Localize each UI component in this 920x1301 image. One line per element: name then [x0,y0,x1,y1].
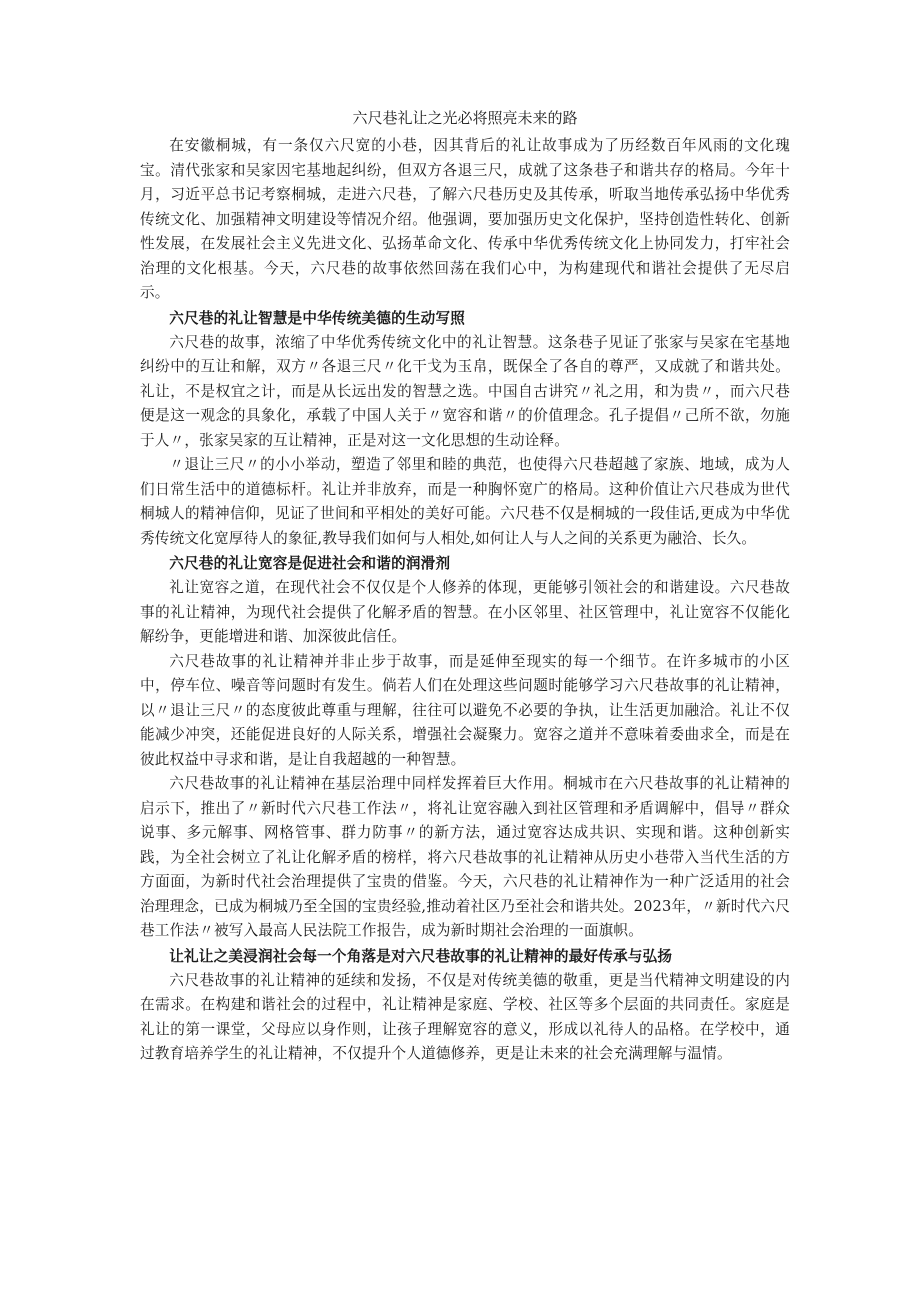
section-3-paragraph-1: 六尺巷故事的礼让精神的延续和发扬，不仅是对传统美德的敬重，更是当代精神文明建设的内在需求。在构建和谐社会的过程中，礼让精神是家庭、学校、社区等多个层面的共同责任。家庭是礼让的第一课堂，父母应以身作则，让孩子理解宽容的意义，形成以礼待人的品格。在学校中，通过教育培养学生的礼让精神，不仅提升个人道德修养，更是让未来的社会充满理解与温情。 [140,971,790,1062]
section-2-paragraph-1: 礼让宽容之道，在现代社会不仅仅是个人修养的体现，更能够引领社会的和谐建设。六尺巷故事的礼让精神，为现代社会提供了化解矛盾的智慧。在小区邻里、社区管理中，礼让宽容不仅能化解纷争，更能增进和谐、加深彼此信任。 [140,579,790,645]
document-page [140,106,790,1067]
section-heading-2: 六尺巷的礼让宽容是促进社会和谐的润滑剂 [169,555,451,572]
intro-paragraph: 在安徽桐城，有一条仅六尺宽的小巷，因其背后的礼让故事成为了历经数百年风雨的文化瑰宝。清代张家和吴家因宅基地起纠纷，但双方各退三尺，成就了这条巷子和谐共存的格局。今年十月，习近平总书记考察桐城，走进六尺巷，了解六尺巷历史及其传承，听取当地传承弘扬中华优秀传统文化、加强精神文明建设等情况介绍。他强调，要加强历史文化保护，坚持创造性转化、创新性发展，在发展社会主义先进文化、弘扬革命文化、传承中华优秀传统文化上协同发力，打牢社会治理的文化根基。今天，六尺巷的故事依然回荡在我们心中，为构建现代和谐社会提供了无尽启示。 [140,137,790,301]
section-heading-1: 六尺巷的礼让智慧是中华传统美德的生动写照 [169,309,466,327]
section-1-paragraph-2: 〃退让三尺〃的小小举动，塑造了邻里和睦的典范，也使得六尺巷超越了家族、地域，成为人们日常生活中的道德标杆。礼让并非放弃，而是一种胸怀宽广的格局。这种价值让六尺巷成为世代桐城人的精神信仰，见证了世间和平相处的美好可能。六尺巷不仅是桐城的一段佳话,更成为中华优秀传统文化宽厚待人的象征,教导我们如何与人相处,如何让人与人之间的关系更为融洽、长久。 [140,456,790,547]
document-title: 六尺巷礼让之光必将照亮未来的路 [352,109,578,127]
section-1-paragraph-1: 六尺巷的故事，浓缩了中华优秀传统文化中的礼让智慧。这条巷子见证了张家与吴家在宅基地纠纷中的互让和解，双方〃各退三尺〃化干戈为玉帛，既保全了各自的尊严，又成就了和谐共处。礼让，不是权宜之计，而是从长远出发的智慧之选。中国自古讲究〃礼之用，和为贵〃，而六尺巷便是这一观念的具象化，承载了中国人关于〃宽容和谐〃的价值理念。孔子提倡〃己所不欲，勿施于人〃，张家吴家的互让精神，正是对这一文化思想的生动诠释。 [140,333,790,449]
section-2-paragraph-2: 六尺巷故事的礼让精神并非止步于故事，而是延伸至现实的每一个细节。在许多城市的小区中，停车位、噪音等问题时有发生。倘若人们在处理这些问题时能够学习六尺巷故事的礼让精神，以〃退让三尺〃的态度彼此尊重与理解，往往可以避免不必要的争执，让生活更加融洽。礼让不仅能减少冲突，还能促进良好的人际关系，增强社会凝聚力。宽容之道并不意味着委曲求全，而是在彼此权益中寻求和谐，是让自我超越的一种智慧。 [140,652,790,768]
section-heading-3: 让礼让之美浸润社会每一个角落是对六尺巷故事的礼让精神的最好传承与弘扬 [169,947,673,965]
section-2-paragraph-3: 六尺巷故事的礼让精神在基层治理中同样发挥着巨大作用。桐城市在六尺巷故事的礼让精神的启示下，推出了〃新时代六尺巷工作法〃，将礼让宽容融入到社区管理和矛盾调解中，倡导〃群众说事、多元解事、网格管事、群力防事〃的新方法，通过宽容达成共识、实现和谐。这种创新实践，为全社会树立了礼让化解矛盾的榜样，将六尺巷故事的礼让精神从历史小巷带入当代生活的方方面面，为新时代社会治理提供了宝贵的借鉴。今天，六尺巷的礼让精神作为一种广泛适用的社会治理理念，已成为桐城乃至全国的宝贵经验,推动着社区乃至社会和谐共处。2023年，〃新时代六尺巷工作法〃被写入最高人民法院工作报告，成为新时期社会治理的一面旗帜。 [140,775,790,939]
